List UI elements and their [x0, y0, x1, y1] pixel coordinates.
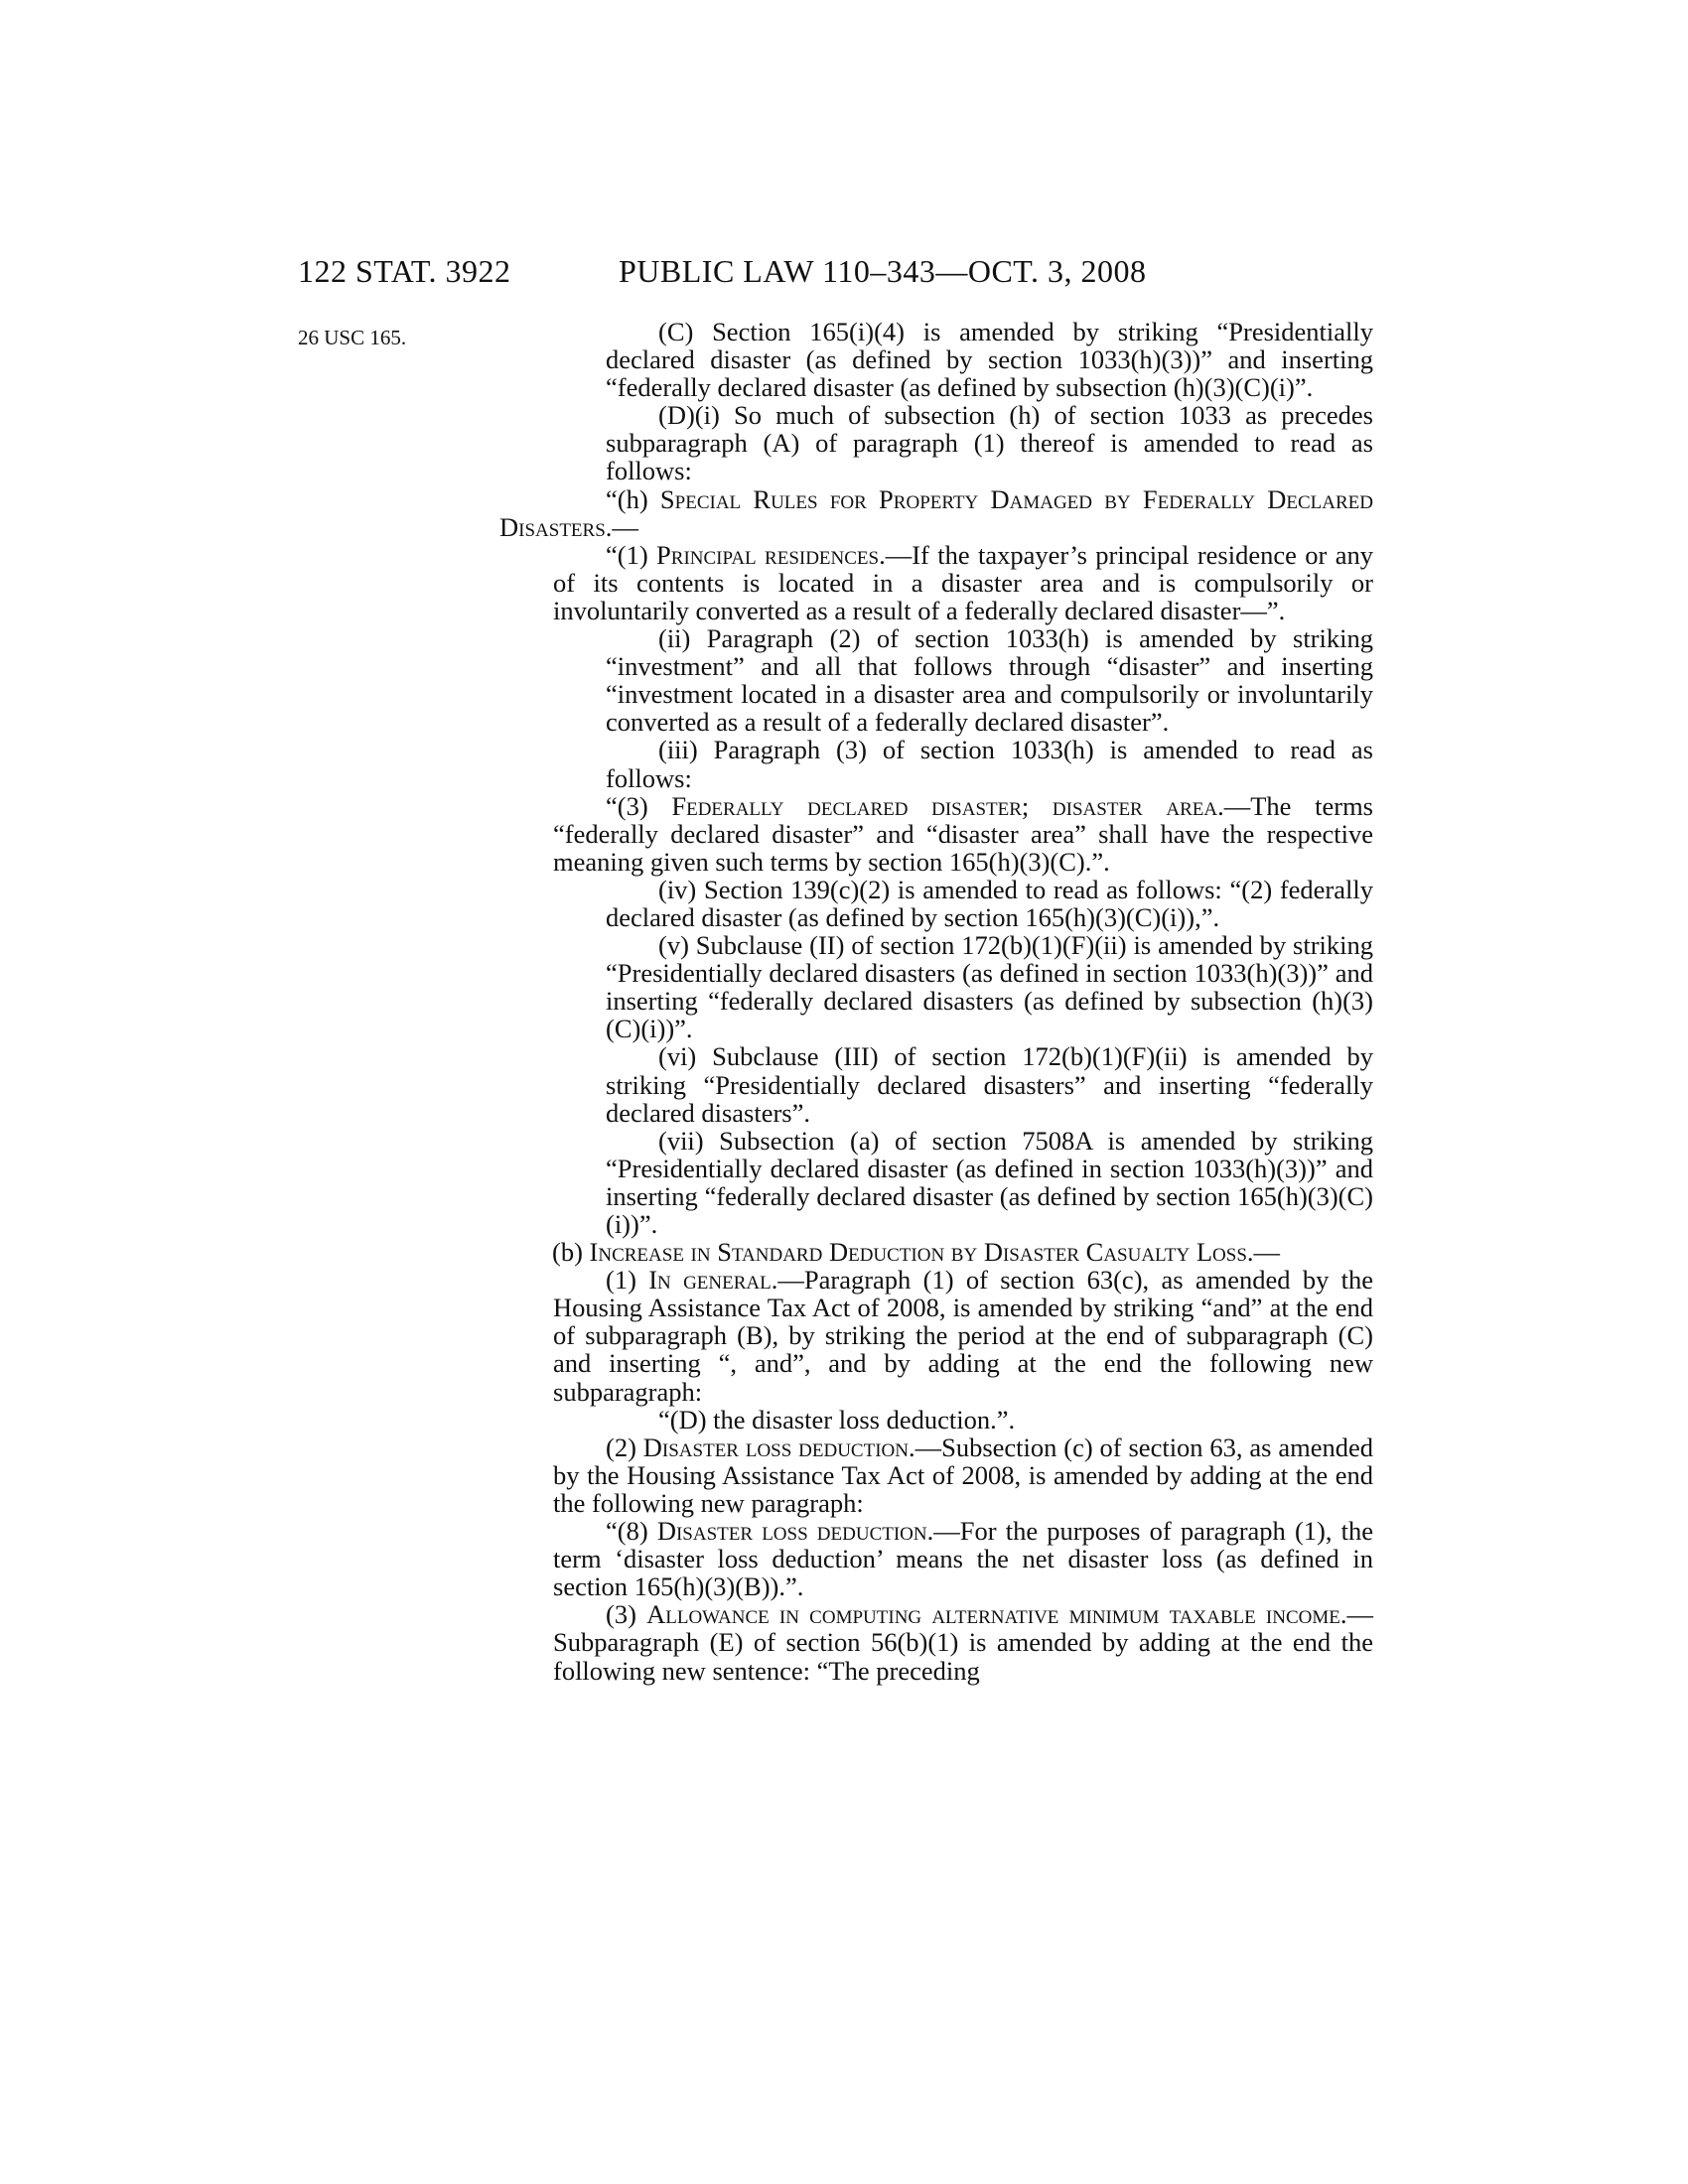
paragraph-prefix: “(3) [606, 790, 672, 821]
paragraph-c [499, 318, 1373, 401]
paragraph-prefix: “(8) [606, 1516, 657, 1547]
paragraph-text: .— [1246, 1237, 1281, 1268]
paragraph-prefix: “(1) [606, 539, 657, 570]
quoted-paragraph-8 [499, 1517, 1373, 1600]
paragraph-text: (v) Subclause (II) of section 172(b)(1)(F)(ii) is amended by striking “Presidentially declared disasters (as defined in section 1033(h)(3))” and inserting “federally declared disasters (as defined by subsection (h)(3)(C)(i))”. [606, 930, 1373, 1044]
quoted-paragraph-3 [499, 792, 1373, 876]
paragraph-d-iv [499, 876, 1373, 931]
subsection-b [499, 1238, 1373, 1266]
paragraph-heading: In general [648, 1265, 772, 1296]
paragraph-text: .—Paragraph (1) of section 63(c), as amended by the Housing Assistance Tax Act of 2008, is amended by striking “and” at the end of subparagraph (B), by striking the period at the end of subparagraph (C) and inserting “, and”, and by adding at the end the following new subparagraph: [553, 1265, 1374, 1407]
paragraph-text: (ii) Paragraph (2) of section 1033(h) is amended by striking “investment” and all that follows through “disaster” and inserting “investment located in a disaster area and compulsorily or involuntarily converted as a result of a federally declared disaster”. [606, 623, 1373, 738]
paragraph-heading: Disaster loss deduction [642, 1432, 909, 1462]
paragraph-d-i [499, 401, 1373, 484]
paragraph-heading: Increase in Standard Deduction by Disaster Casualty Loss [589, 1237, 1247, 1268]
paragraph-b-1 [499, 1266, 1373, 1405]
paragraph-heading: Principal residences [656, 539, 880, 570]
paragraph-heading: Special Rules for Property Damaged by Federally Declared Disasters [499, 483, 1373, 542]
paragraph-d-iii [499, 736, 1373, 791]
paragraph-text: .—For the purposes of paragraph (1), the term ‘disaster loss deduction’ means the net disaster loss (as defined in section 165(h)(3)(B)).”. [553, 1516, 1373, 1602]
paragraph-heading: Disaster loss deduction [656, 1516, 927, 1547]
quoted-paragraph-1 [499, 541, 1373, 624]
body-text [499, 318, 1373, 1685]
paragraph-text: .—Subparagraph (E) of section 56(b)(1) is amended by adding at the end the following new sentence: “The preceding [553, 1599, 1373, 1686]
paragraph-text: .—If the taxpayer’s principal residence or any of its contents is located in a disaster area and is compulsorily or involuntarily converted as a result of a federally declared disaster—”. [553, 539, 1373, 625]
paragraph-d-vii [499, 1127, 1373, 1238]
statute-page-ref: 122 STAT. 3922 [298, 253, 511, 289]
paragraph-text: (vi) Subclause (III) of section 172(b)(1)(F)(ii) is amended by striking “Presidentially declared disasters” and inserting “federally declared disasters”. [606, 1041, 1373, 1128]
paragraph-text: .— [605, 511, 638, 542]
paragraph-text: “(D) the disaster loss deduction.”. [658, 1404, 1016, 1434]
paragraph-heading: Federally declared disaster; disaster area [671, 790, 1218, 821]
paragraph-text: (iii) Paragraph (3) of section 1033(h) is amended to read as follows: [606, 735, 1373, 793]
paragraph-text: .—The terms “federally declared disaster” and “disaster area” shall have the respective meaning given such terms by section 165(h)(3)(C).”. [553, 790, 1373, 877]
paragraph-prefix: (1) [606, 1265, 649, 1296]
margin-note: 26 USC 165. [298, 326, 407, 349]
paragraph-text: (D)(i) So much of subsection (h) of section 1033 as precedes subparagraph (A) of paragraph (1) thereof is amended to read as follows: [606, 400, 1373, 486]
paragraph-prefix: “(h) [606, 483, 660, 514]
paragraph-d-ii [499, 624, 1373, 736]
paragraph-prefix: (3) [606, 1599, 647, 1630]
paragraph-text: (C) Section 165(i)(4) is amended by striking “Presidentially declared disaster (as defined by section 1033(h)(3))” and inserting “federally declared disaster (as defined by subsection (h)(3)(C)(i)”. [606, 317, 1373, 403]
paragraph-d-vi [499, 1042, 1373, 1126]
paragraph-prefix: (b) [552, 1237, 590, 1268]
paragraph-text: (iv) Section 139(c)(2) is amended to read as follows: “(2) federally declared disaster (as defined by section 165(h)(3)(C)(i)),”. [606, 874, 1373, 932]
paragraph-b-2 [499, 1433, 1373, 1517]
paragraph-d-v [499, 931, 1373, 1042]
paragraph-b-3 [499, 1600, 1373, 1684]
paragraph-text: (vii) Subsection (a) of section 7508A is amended by striking “Presidentially declared disaster (as defined in section 1033(h)(3))” and inserting “federally declared disaster (as defined by section 165(h)(3)(C)(i))”. [606, 1125, 1373, 1239]
paragraph-heading: Allowance in computing alternative minimum taxable income [646, 1599, 1340, 1630]
paragraph-text: .—Subsection (c) of section 63, as amended by the Housing Assistance Tax Act of 2008, is amended by adding at the end the following new paragraph: [553, 1432, 1373, 1518]
quoted-subparagraph-d [499, 1406, 1373, 1433]
page-title: PUBLIC LAW 110–343—OCT. 3, 2008 [619, 253, 1147, 289]
paragraph-prefix: (2) [606, 1432, 643, 1462]
quoted-subsection-h [499, 485, 1373, 541]
